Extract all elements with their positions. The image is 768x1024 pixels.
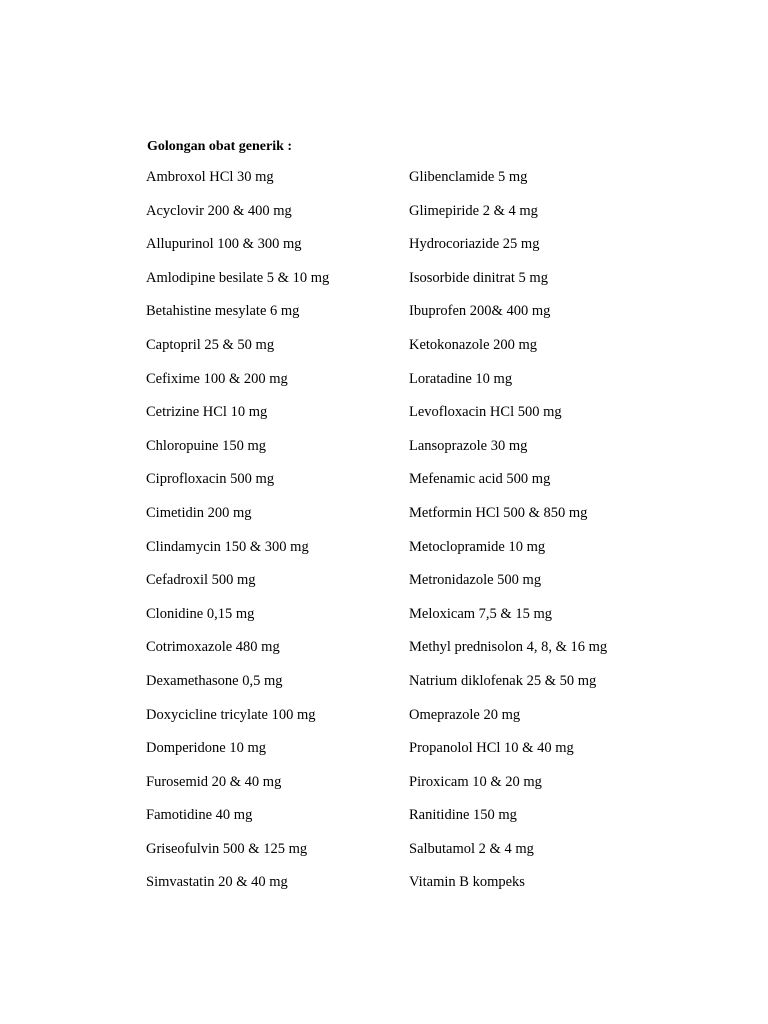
list-item: Ranitidine 150 mg xyxy=(409,807,517,824)
list-item: Meloxicam 7,5 & 15 mg xyxy=(409,605,552,622)
drug-list-right xyxy=(409,169,607,908)
list-item: Methyl prednisolon 4, 8, & 16 mg xyxy=(409,639,608,656)
list-item: Metoclopramide 10 mg xyxy=(409,538,546,555)
list-item: Griseofulvin 500 & 125 mg xyxy=(146,840,308,857)
list-item: Domperidone 10 mg xyxy=(146,740,267,757)
list-item: Allupurinol 100 & 300 mg xyxy=(146,236,302,253)
list-item: Famotidine 40 mg xyxy=(146,807,253,824)
list-item: Acyclovir 200 & 400 mg xyxy=(146,202,292,219)
list-item: Glimepiride 2 & 4 mg xyxy=(409,202,538,219)
list-item: Amlodipine besilate 5 & 10 mg xyxy=(146,269,330,286)
list-item: Mefenamic acid 500 mg xyxy=(409,471,551,488)
list-item: Salbutamol 2 & 4 mg xyxy=(409,840,534,857)
list-item: Ambroxol HCl 30 mg xyxy=(146,169,274,185)
list-item: Cotrimoxazole 480 mg xyxy=(146,639,280,656)
list-item: Metformin HCl 500 & 850 mg xyxy=(409,504,588,521)
list-item: Glibenclamide 5 mg xyxy=(409,169,528,185)
list-item: Loratadine 10 mg xyxy=(409,370,513,387)
list-item: Isosorbide dinitrat 5 mg xyxy=(409,269,548,286)
list-item: Ketokonazole 200 mg xyxy=(409,336,538,353)
list-item: Furosemid 20 & 40 mg xyxy=(146,773,282,790)
list-item: Betahistine mesylate 6 mg xyxy=(146,303,300,320)
list-item: Cefixime 100 & 200 mg xyxy=(146,370,288,387)
list-item: Hydrocoriazide 25 mg xyxy=(409,236,540,253)
list-item: Natrium diklofenak 25 & 50 mg xyxy=(409,672,597,689)
list-item: Cetrizine HCl 10 mg xyxy=(146,404,268,421)
list-item: Ibuprofen 200& 400 mg xyxy=(409,303,551,320)
list-item: Doxycicline tricylate 100 mg xyxy=(146,706,316,723)
list-item: Levofloxacin HCl 500 mg xyxy=(409,404,562,421)
list-item: Omeprazole 20 mg xyxy=(409,706,521,723)
list-item: Vitamin B kompeks xyxy=(409,874,525,891)
list-item: Captopril 25 & 50 mg xyxy=(146,336,275,353)
list-item: Ciprofloxacin 500 mg xyxy=(146,471,275,488)
list-item: Simvastatin 20 & 40 mg xyxy=(146,874,288,891)
list-item: Clonidine 0,15 mg xyxy=(146,605,255,622)
list-item: Cefadroxil 500 mg xyxy=(146,572,256,589)
list-item: Cimetidin 200 mg xyxy=(146,504,252,521)
list-heading: Golongan obat generik : xyxy=(147,139,293,154)
drug-list-left xyxy=(146,169,329,908)
list-item: Clindamycin 150 & 300 mg xyxy=(146,538,309,555)
list-item: Piroxicam 10 & 20 mg xyxy=(409,773,542,790)
list-item: Metronidazole 500 mg xyxy=(409,572,542,589)
list-item: Propanolol HCl 10 & 40 mg xyxy=(409,740,574,757)
list-item: Dexamethasone 0,5 mg xyxy=(146,672,283,689)
list-item: Chloropuine 150 mg xyxy=(146,437,267,454)
list-item: Lansoprazole 30 mg xyxy=(409,437,528,454)
